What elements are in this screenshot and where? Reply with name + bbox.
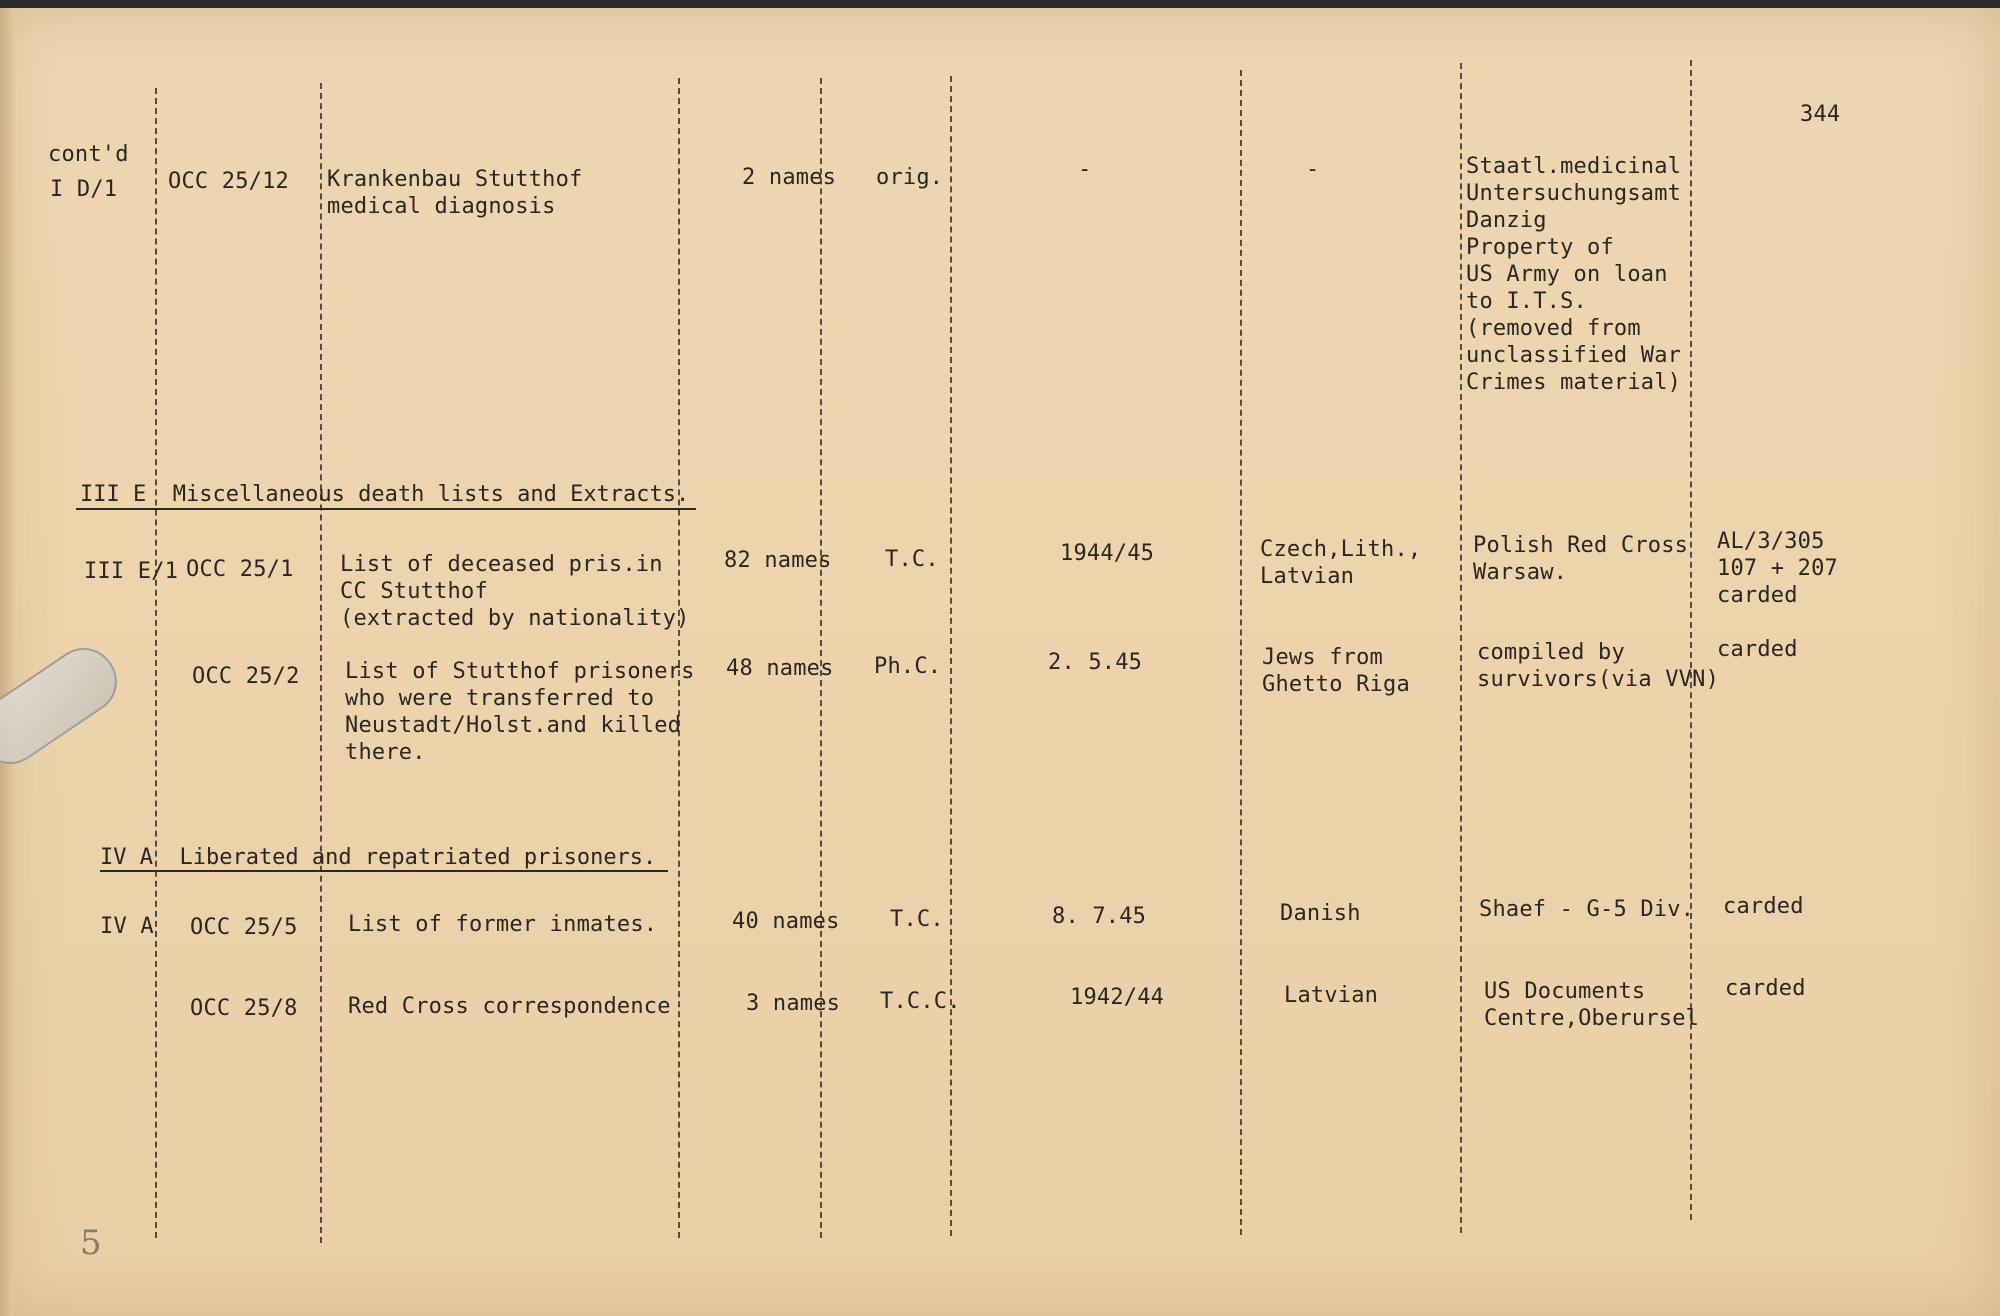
row-date: 2. 5.45	[1048, 650, 1143, 675]
row-source: US Documents Centre,Oberursel	[1484, 979, 1700, 1031]
row-code: OCC 25/1	[186, 557, 294, 582]
row-type: Ph.C.	[874, 654, 942, 679]
column-rule	[320, 83, 322, 1243]
row-ref: III E/1	[84, 559, 179, 584]
row-nationality: Jews from Ghetto Riga	[1262, 645, 1410, 697]
column-rule	[950, 76, 952, 1236]
row-source: compiled by survivors(via VVN)	[1477, 640, 1720, 692]
column-rule	[1460, 63, 1462, 1233]
margin-mark: 5	[80, 1223, 102, 1263]
row-type: orig.	[876, 165, 944, 190]
row-count: 2 names	[742, 165, 837, 190]
row-date: 1942/44	[1070, 985, 1165, 1010]
section-underline	[76, 508, 696, 510]
row-description: List of former inmates.	[348, 912, 658, 937]
row-description: List of deceased pris.in CC Stutthof (extracted by nationality)	[340, 552, 690, 631]
row-notes: carded	[1723, 894, 1804, 919]
row-count: 48 names	[726, 656, 834, 681]
row-notes: carded	[1725, 976, 1806, 1001]
row-date: 8. 7.45	[1052, 904, 1147, 929]
row-type: T.C.C.	[880, 989, 961, 1014]
section-underline	[100, 870, 668, 872]
row-code: OCC 25/12	[168, 169, 290, 194]
row-nationality: Danish	[1280, 901, 1361, 926]
row-ref: IV A	[100, 914, 154, 939]
row-description: Krankenbau Stutthof medical diagnosis	[327, 167, 583, 219]
cont-label: cont'd	[48, 142, 129, 167]
paperclip	[0, 636, 129, 777]
row-source: Shaef - G-5 Div.	[1479, 897, 1695, 922]
row-notes: AL/3/305 107 + 207 carded	[1717, 529, 1839, 608]
row-nationality: Latvian	[1284, 983, 1379, 1008]
column-rule	[155, 88, 157, 1238]
row-source: Polish Red Cross Warsaw.	[1473, 533, 1689, 585]
row-notes: carded	[1717, 637, 1798, 662]
row-type: T.C.	[885, 547, 939, 572]
row-type: T.C.	[890, 907, 944, 932]
document-page	[0, 8, 2000, 1316]
row-ref: I D/1	[50, 177, 118, 202]
page-number: 344	[1800, 102, 1841, 127]
section-heading: IV A Liberated and repatriated prisoners.	[100, 845, 657, 870]
row-nationality: Czech,Lith., Latvian	[1260, 537, 1422, 589]
section-heading: III E Miscellaneous death lists and Extracts.	[80, 482, 690, 507]
row-description: List of Stutthof prisoners who were transferred to Neustadt/Holst.and killed there.	[345, 659, 695, 765]
row-count: 82 names	[724, 548, 832, 573]
row-source: Staatl.medicinal Untersuchungsamt Danzig Property of US Army on loan to I.T.S. (removed from unclassified War Crimes material)	[1466, 154, 1682, 395]
row-count: 40 names	[732, 909, 840, 934]
column-rule	[1240, 70, 1242, 1235]
row-count: 3 names	[746, 991, 841, 1016]
row-nationality: -	[1306, 157, 1320, 182]
row-code: OCC 25/2	[192, 664, 300, 689]
row-date: 1944/45	[1060, 541, 1155, 566]
row-date: -	[1078, 157, 1092, 182]
row-code: OCC 25/8	[190, 996, 298, 1021]
page-edge	[0, 8, 14, 1316]
row-description: Red Cross correspondence	[348, 994, 671, 1019]
row-code: OCC 25/5	[190, 915, 298, 940]
